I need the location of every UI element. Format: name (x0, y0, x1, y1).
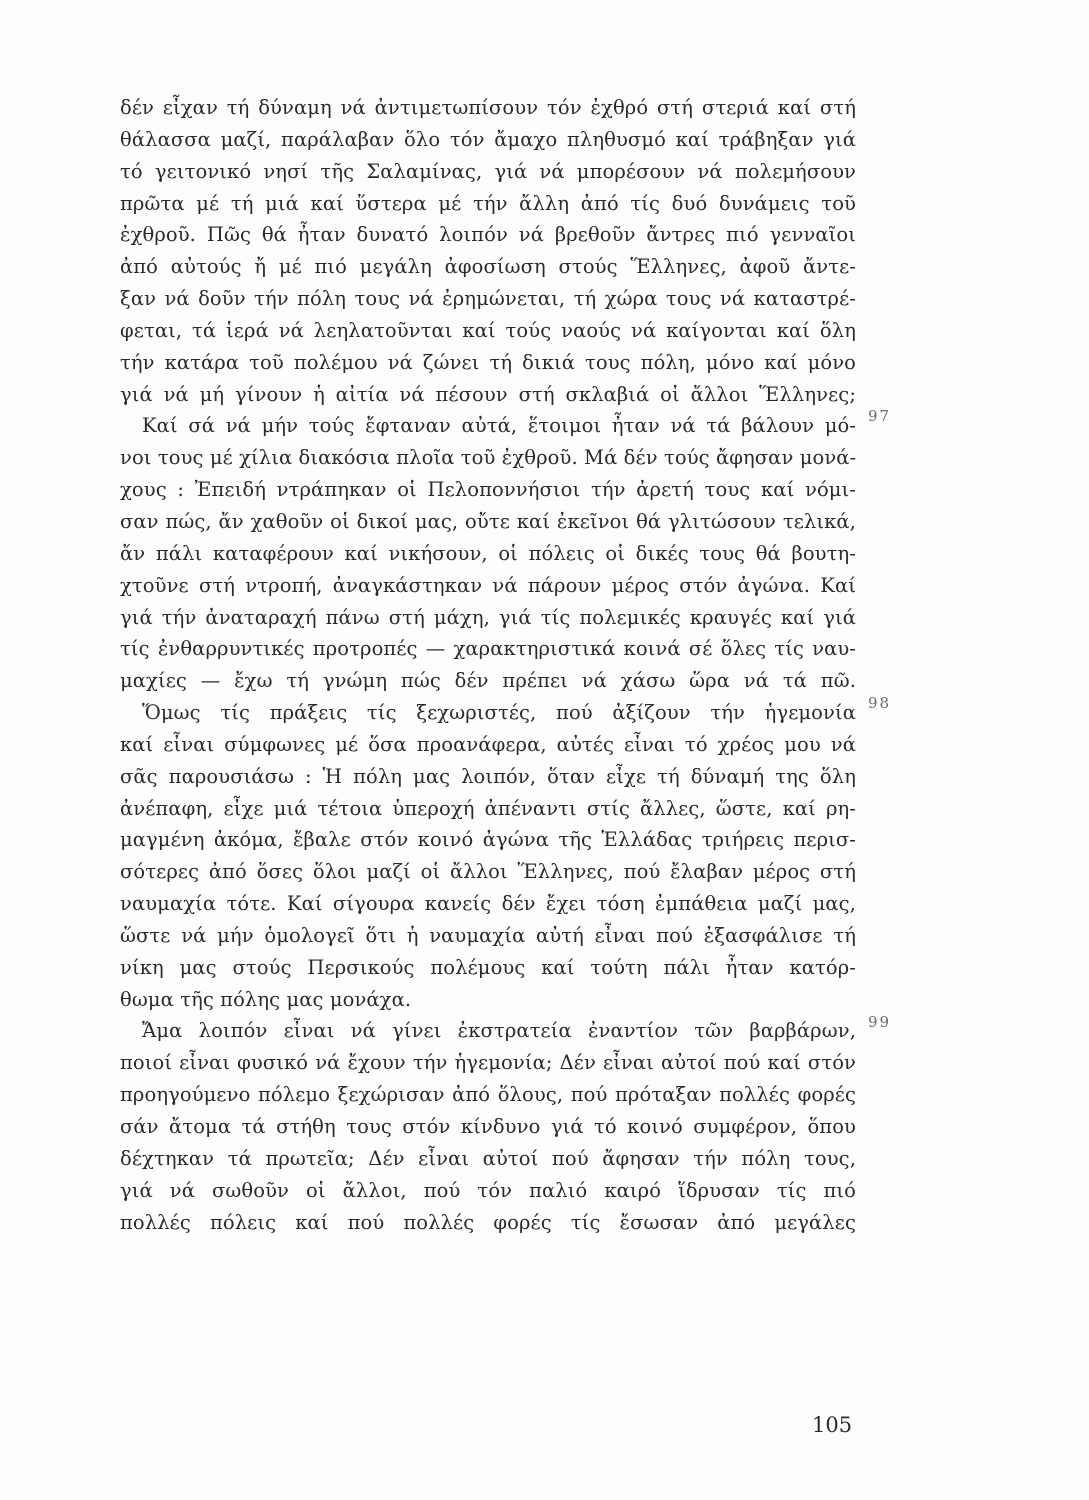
text-line: ὥστε νά μήν ὁμολογεῖ ὅτι ἡ ναυμαχία αὐτή εἶναι πού ἐξασφάλισε τή (120, 923, 856, 947)
text-line: ἀπό αὐτούς ἤ μέ πιό μεγάλη ἀφοσίωση στούς Ἕλληνες, ἀφοῦ ἄντε- (120, 255, 856, 279)
text-line: νοι τους μέ χίλια διακόσια πλοῖα τοῦ ἐχθροῦ. Μά δέν τούς ἄφησαν μονά- (120, 446, 857, 470)
text-line: καί εἶναι σύμφωνες μέ ὅσα προανάφερα, αὐτές εἶναι τό χρέος μου νά (120, 732, 856, 756)
text-line: δέχτηκαν τά πρωτεῖα; Δέν εἶναι αὐτοί πού ἄφησαν τήν πόλη τους, (120, 1146, 856, 1170)
text-line: σαν πώς, ἄν χαθοῦν οἱ δικοί μας, οὔτε καί ἐκεῖνοι θά γλιτώσουν τελικά, (120, 509, 856, 533)
text-line: σότερες ἀπό ὅσες ὅλοι μαζί οἱ ἄλλοι Ἕλληνες, πού ἔλαβαν μέρος στή (120, 860, 856, 884)
text-line: πρῶτα μέ τή μιά καί ὕστερα μέ τήν ἄλλη ἀπό τίς δυό δυνάμεις τοῦ (120, 191, 856, 215)
margin-section-number: 99 (868, 1013, 892, 1031)
text-line: δέν εἶχαν τή δύναμη νά ἀντιμετωπίσουν τόν ἐχθρό στή στεριά καί στή (120, 96, 856, 119)
text-line: ἐχθροῦ. Πῶς θά ἦταν δυνατό λοιπόν νά βρεθοῦν ἄντρες πιό γενναῖοι (120, 223, 856, 247)
page-number: 105 (812, 1413, 853, 1437)
text-line: τό γειτονικό νησί τῆς Σαλαμίνας, γιά νά μπορέσουν νά πολεμήσουν (120, 159, 856, 183)
text-line: τήν κατάρα τοῦ πολέμου νά ζώνει τή δικιά τους πόλη, μόνο καί μόνο (120, 350, 856, 374)
text-line: χτοῦνε στή ντροπή, ἀναγκάστηκαν νά πάρουν μέρος στόν ἀγώνα. Καί (120, 573, 856, 597)
margin-section-number: 98 (868, 694, 892, 712)
text-line: γιά νά σωθοῦν οἱ ἄλλοι, πού τόν παλιό καιρό ἵδρυσαν τίς πιό (120, 1178, 856, 1202)
body-text (120, 92, 856, 1238)
paragraph-start-line: Ἄμα λοιπόν εἶναι νά γίνει ἐκστρατεία ἐναντίον τῶν βαρβάρων, (142, 1019, 856, 1043)
text-line: γιά νά μή γίνουν ἡ αἰτία νά πέσουν στή σκλαβιά οἱ ἄλλοι Ἕλληνες; (120, 382, 856, 406)
text-line: πολλές πόλεις καί πού πολλές φορές τίς ἔσωσαν ἀπό μεγάλες (120, 1210, 856, 1234)
text-line: θάλασσα μαζί, παράλαβαν ὅλο τόν ἄμαχο πληθυσμό καί τράβηξαν γιά (120, 127, 856, 151)
margin-section-number: 97 (868, 407, 892, 425)
text-line: προηγούμενο πόλεμο ξεχώρισαν ἀπό ὅλους, πού πρόταξαν πολλές φορές (120, 1083, 856, 1107)
text-line: μαγμένη ἀκόμα, ἔβαλε στόν κοινό ἀγώνα τῆς Ἑλλάδας τριήρεις περισ- (120, 828, 856, 852)
text-line: ἀνέπαφη, εἶχε μιά τέτοια ὑπεροχή ἀπέναντι στίς ἄλλες, ὥστε, καί ρη- (120, 796, 856, 820)
text-line: σᾶς παρουσιάσω : Ἡ πόλη μας λοιπόν, ὅταν εἶχε τή δύναμή της ὅλη (120, 764, 856, 788)
text-line: νίκη μας στούς Περσικούς πολέμους καί τούτη πάλι ἦταν κατόρ- (120, 955, 856, 979)
text-line: ναυμαχία τότε. Καί σίγουρα κανείς δέν ἔχει τόση ἐμπάθεια μαζί μας, (120, 892, 856, 916)
paragraph-end-line: θωμα τῆς πόλης μας μονάχα. (120, 987, 412, 1011)
text-line: ποιοί εἶναι φυσικό νά ἔχουν τήν ἡγεμονία; Δέν εἶναι αὐτοί πού καί στόν (120, 1051, 856, 1075)
text-line: σάν ἄτομα τά στήθη τους στόν κίνδυνο γιά τό κοινό συμφέρον, ὅπου (120, 1115, 856, 1138)
text-line: μαχίες — ἔχω τή γνώμη πώς δέν πρέπει νά χάσω ὥρα νά τά πῶ. (120, 669, 856, 693)
text-line: ἄν πάλι καταφέρουν καί νικήσουν, οἱ πόλεις οἱ δικές τους θά βουτη- (120, 541, 856, 565)
text-line: ξαν νά δοῦν τήν πόλη τους νά ἐρημώνεται, τή χώρα τους νά καταστρέ- (120, 287, 856, 311)
text-line: φεται, τά ἱερά νά λεηλατοῦνται καί τούς ναούς νά καίγονται καί ὅλη (120, 318, 856, 342)
text-line: τίς ἐνθαρρυντικές προτροπές — χαρακτηριστικά κοινά σέ ὅλες τίς ναυ- (120, 637, 856, 661)
paragraph-start-line: Ὅμως τίς πράξεις τίς ξεχωριστές, πού ἀξίζουν τήν ἡγεμονία (142, 701, 856, 725)
paragraph-start-line: Καί σά νά μήν τούς ἔφταναν αὐτά, ἕτοιμοι ἦταν νά τά βάλουν μό- (142, 414, 856, 438)
text-line: γιά τήν ἀναταραχή πάνω στή μάχη, γιά τίς πολεμικές κραυγές καί γιά (120, 605, 856, 629)
text-line: χους : Ἐπειδή ντράπηκαν οἱ Πελοποννήσιοι τήν ἀρετή τους καί νόμι- (120, 478, 856, 502)
